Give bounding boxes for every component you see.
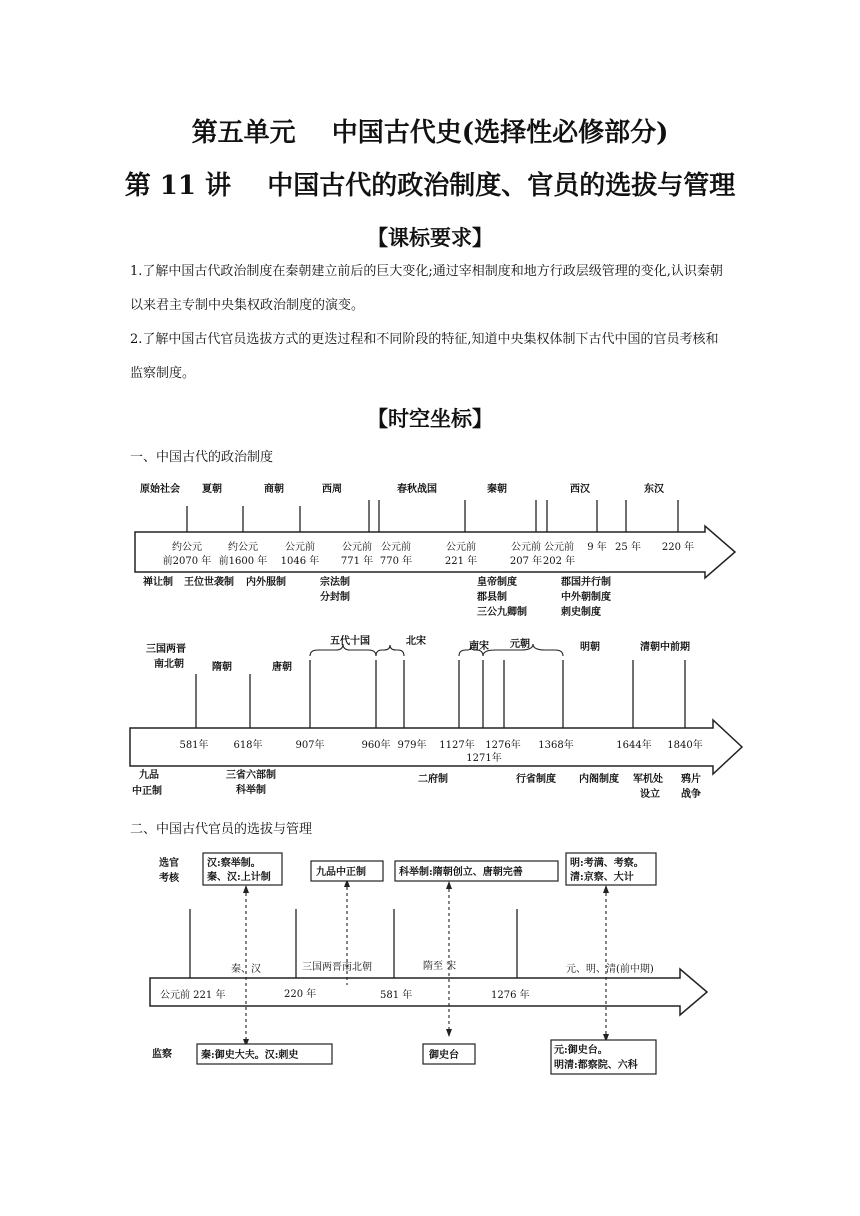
- tick-label: 771 年: [340, 556, 374, 567]
- period-label: 南北朝: [154, 659, 184, 670]
- system-label: 王位世袭制: [184, 577, 234, 588]
- tick-label: 907年: [295, 740, 325, 751]
- supervise-label: 监察: [152, 1049, 172, 1060]
- tick-label: 581年: [179, 740, 209, 751]
- tick-label: 618年: [233, 740, 263, 751]
- tick-label: 1046 年: [280, 556, 320, 567]
- system-label: 鸦片: [681, 774, 701, 785]
- system-label: 禅让制: [143, 577, 173, 588]
- tick-label: 960年: [361, 740, 391, 751]
- tick-label: 公元前: [511, 542, 541, 553]
- period-label: 明朝: [580, 642, 600, 653]
- system-label: 九品: [139, 770, 159, 781]
- tick-label: 1840年: [667, 740, 703, 751]
- period-label: 春秋战国: [397, 484, 437, 495]
- period-label: 北宋: [406, 636, 426, 647]
- tick-label: 1271年: [466, 753, 502, 764]
- system-label: 行省制度: [516, 774, 556, 785]
- tick-label: 979年: [397, 740, 427, 751]
- system-label: 三公九卿制: [477, 607, 527, 618]
- select-label: 选官: [159, 858, 179, 869]
- tick-label: 1276年: [485, 740, 521, 751]
- tick-label: 前2070 年: [162, 556, 212, 567]
- system-label: 中外朝制度: [561, 592, 611, 603]
- system-label: 郡国并行制: [561, 577, 611, 588]
- system-label: 皇帝制度: [477, 577, 517, 588]
- bottom-box-text: 御史台: [429, 1050, 459, 1061]
- lecture-title: 第 11 讲 中国古代的政治制度、官员的选拔与管理: [124, 171, 736, 201]
- tick-label: 1127年: [439, 740, 475, 751]
- system-label: 军机处: [633, 774, 663, 785]
- period-label: 西周: [322, 484, 342, 495]
- top-box-text: 科举制:隋朝创立、唐朝完善: [399, 867, 523, 878]
- requirement-item-1: 1.了解中国古代政治制度在秦朝建立前后的巨大变化;通过宰相制度和地方行政层级管理的变化,认识秦朝以来君主专制中央集权政治制度的演变。: [130, 264, 723, 313]
- tick-label: 公元前: [381, 542, 411, 553]
- tick-label: 221 年: [444, 556, 478, 567]
- timeline-arrow: [150, 969, 707, 1015]
- tick-label: 770 年: [379, 556, 413, 567]
- tick-label: 220 年: [661, 542, 695, 553]
- select-label: 考核: [159, 873, 179, 884]
- period-label: 商朝: [264, 484, 284, 495]
- timeline-officials: [0, 845, 860, 1085]
- tick-label: 公元前: [446, 542, 476, 553]
- era-label: 隋至 宋: [423, 961, 457, 972]
- era-label: 秦、汉: [231, 964, 261, 975]
- tick-label: 207 年: [509, 556, 543, 567]
- period-label: 清朝中前期: [640, 642, 690, 653]
- tick-label: 202 年: [542, 556, 576, 567]
- top-box-text: 明:考满、考察。: [570, 858, 644, 869]
- system-label: 宗法制: [320, 577, 350, 588]
- unit-title: 第五单元 中国古代史(选择性必修部分): [191, 118, 669, 148]
- period-label: 唐朝: [272, 662, 292, 673]
- tick-label: 约公元: [228, 542, 258, 553]
- system-label: 设立: [640, 789, 660, 800]
- tick-label: 公元前: [342, 542, 372, 553]
- period-label: 原始社会: [140, 484, 180, 495]
- tick-label: 1644年: [616, 740, 652, 751]
- coordinates-heading: 【时空坐标】: [367, 406, 493, 431]
- system-label: 刺史制度: [561, 607, 601, 618]
- tick-label: 1276 年: [491, 990, 530, 1001]
- period-label: 三国两晋: [146, 644, 186, 655]
- system-label: 科举制: [236, 785, 266, 796]
- period-label: 元朝: [510, 639, 530, 650]
- requirements-heading: 【课标要求】: [367, 225, 493, 250]
- tick-label: 220 年: [284, 989, 317, 1000]
- tick-label: 25 年: [615, 542, 641, 553]
- tick-label: 前1600 年: [218, 556, 268, 567]
- system-label: 郡县制: [477, 592, 507, 603]
- period-label: 夏朝: [202, 484, 222, 495]
- tick-label: 公元前 221 年: [160, 990, 226, 1001]
- period-label: 隋朝: [212, 662, 232, 673]
- period-label: 东汉: [644, 484, 664, 495]
- system-label: 分封制: [320, 592, 350, 603]
- top-box-text: 清:京察、大计: [570, 872, 634, 883]
- period-label: 南宋: [469, 641, 489, 652]
- timeline-political-1: [0, 470, 860, 620]
- bottom-box-text: 秦:御史大夫。汉:刺史: [201, 1050, 299, 1061]
- top-box-text: 汉:察举制。: [207, 858, 261, 869]
- period-label: 秦朝: [487, 484, 507, 495]
- brace: [376, 645, 404, 656]
- system-label: 内阁制度: [579, 774, 619, 785]
- part2-title: 二、中国古代官员的选拔与管理: [130, 822, 313, 837]
- system-label: 三省六部制: [226, 770, 276, 781]
- era-label: 元、明、清(前中期): [566, 964, 654, 975]
- period-label: 西汉: [570, 484, 590, 495]
- tick-label: 公元前: [544, 542, 574, 553]
- system-label: 战争: [681, 789, 701, 800]
- tick-label: 581 年: [380, 990, 413, 1001]
- tick-label: 约公元: [172, 542, 202, 553]
- requirement-item-2: 2.了解中国古代官员选拔方式的更迭过程和不同阶段的特征,知道中央集权体制下古代中国的官员考核和监察制度。: [130, 332, 719, 381]
- system-label: 二府制: [418, 774, 448, 785]
- tick-label: 公元前: [285, 542, 315, 553]
- bottom-box-text: 元:御史台。: [554, 1045, 608, 1056]
- system-label: 中正制: [132, 786, 162, 797]
- era-label: 三国两晋南北朝: [302, 962, 372, 973]
- top-box-text: 九品中正制: [316, 867, 366, 878]
- tick-label: 1368年: [538, 740, 574, 751]
- timeline-arrow: [135, 526, 735, 578]
- period-label: 五代十国: [330, 636, 370, 647]
- bottom-box-text: 明清:都察院、六科: [554, 1060, 638, 1071]
- system-label: 内外服制: [246, 577, 286, 588]
- top-box-text: 秦、汉:上计制: [207, 872, 271, 883]
- part1-title: 一、中国古代的政治制度: [130, 450, 274, 465]
- tick-label: 9 年: [587, 542, 607, 553]
- timeline-political-2: [0, 630, 860, 810]
